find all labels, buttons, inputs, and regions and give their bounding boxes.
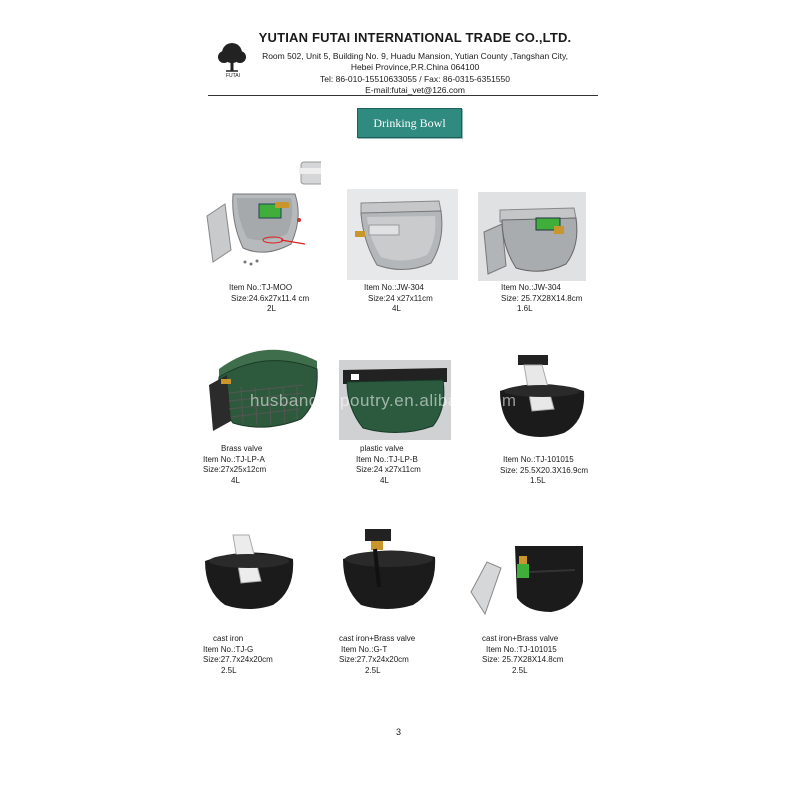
item-size: Size: 25.5X20.3X16.9cm: [500, 465, 589, 475]
item-size: Size:27.7x24x20cm: [339, 655, 409, 664]
item-capacity: 4L: [392, 304, 401, 313]
item-size: Size:27.7x24x20cm: [203, 655, 273, 664]
address-line-2: Hebei Province,P.R.China 064100: [350, 62, 480, 72]
header-divider: [208, 95, 598, 96]
product-caption-4: [203, 444, 266, 486]
product-caption-5: [356, 444, 421, 486]
item-capacity: 4L: [231, 475, 240, 485]
phone-fax: Tel: 86-010-15510633055 / Fax: 86-0315-6351550: [320, 74, 510, 84]
item-size: Size:24 x27x11cm: [368, 293, 433, 303]
item-number: Item No.:TJ-LP-B: [356, 454, 418, 464]
product-caption-3: [495, 283, 582, 315]
item-capacity: 1.5L: [530, 476, 546, 485]
address-line-1: Room 502, Unit 5, Building No. 9, Huadu Mansion, Yutian County ,Tangshan City,: [262, 51, 568, 61]
product-caption-1: [221, 283, 309, 315]
material: cast iron+Brass valve: [482, 634, 559, 643]
item-number: Item No.:TJ-LP-A: [203, 454, 265, 464]
product-photo-9: [467, 542, 587, 617]
item-capacity: 2L: [267, 304, 276, 313]
valve-type: Brass valve: [221, 444, 263, 453]
page-number: 3: [396, 727, 402, 737]
product-photo-2: [347, 189, 458, 280]
item-capacity: 4L: [380, 475, 389, 485]
item-number: Item No.:G-T: [341, 644, 388, 654]
item-capacity: 2.5L: [512, 665, 528, 675]
material: cast iron+Brass valve: [339, 634, 416, 643]
item-capacity: 1.6L: [517, 304, 533, 313]
product-photo-4: [205, 341, 323, 439]
product-caption-6: [500, 455, 588, 487]
company-name: YUTIAN FUTAI INTERNATIONAL TRADE CO.,LTD.: [258, 30, 572, 45]
material: cast iron: [213, 634, 244, 643]
item-number: Item No.:TJ-MOO: [229, 283, 293, 292]
item-size: Size:27x25x12cm: [203, 465, 267, 474]
item-number: Item No.:TJ-101015: [503, 455, 574, 464]
product-photo-3: [478, 192, 586, 281]
item-capacity: 2.5L: [221, 665, 237, 675]
product-caption-9: [482, 634, 563, 676]
item-size: Size: 25.7X28X14.8cm: [501, 293, 583, 303]
product-caption-7: [203, 634, 273, 676]
item-number: Item No.:JW-304: [364, 283, 424, 292]
valve-type: plastic valve: [360, 444, 404, 453]
section-banner: Drinking Bowl: [357, 108, 462, 138]
email: E-mail:futai_vet@126.com: [365, 85, 465, 95]
product-photo-8: [337, 525, 440, 613]
product-photo-1: [203, 158, 321, 270]
product-photo-7: [203, 531, 295, 613]
product-caption-2: [358, 283, 433, 315]
watermark: husbandry-poutry.en.alibaba.com: [250, 391, 517, 410]
item-size: Size:24.6x27x11.4 cm: [231, 293, 310, 303]
item-number: Item No.:TJ-101015: [486, 644, 557, 654]
product-caption-8: [339, 634, 415, 676]
item-capacity: 2.5L: [365, 665, 381, 675]
item-size: Size:24 x27x11cm: [356, 465, 421, 474]
item-number: Item No.:JW-304: [501, 283, 561, 292]
item-size: Size: 25.7X28X14.8cm: [482, 655, 564, 664]
logo-text: FUTAI: [225, 73, 241, 79]
item-number: Item No.:TJ-G: [203, 644, 254, 654]
